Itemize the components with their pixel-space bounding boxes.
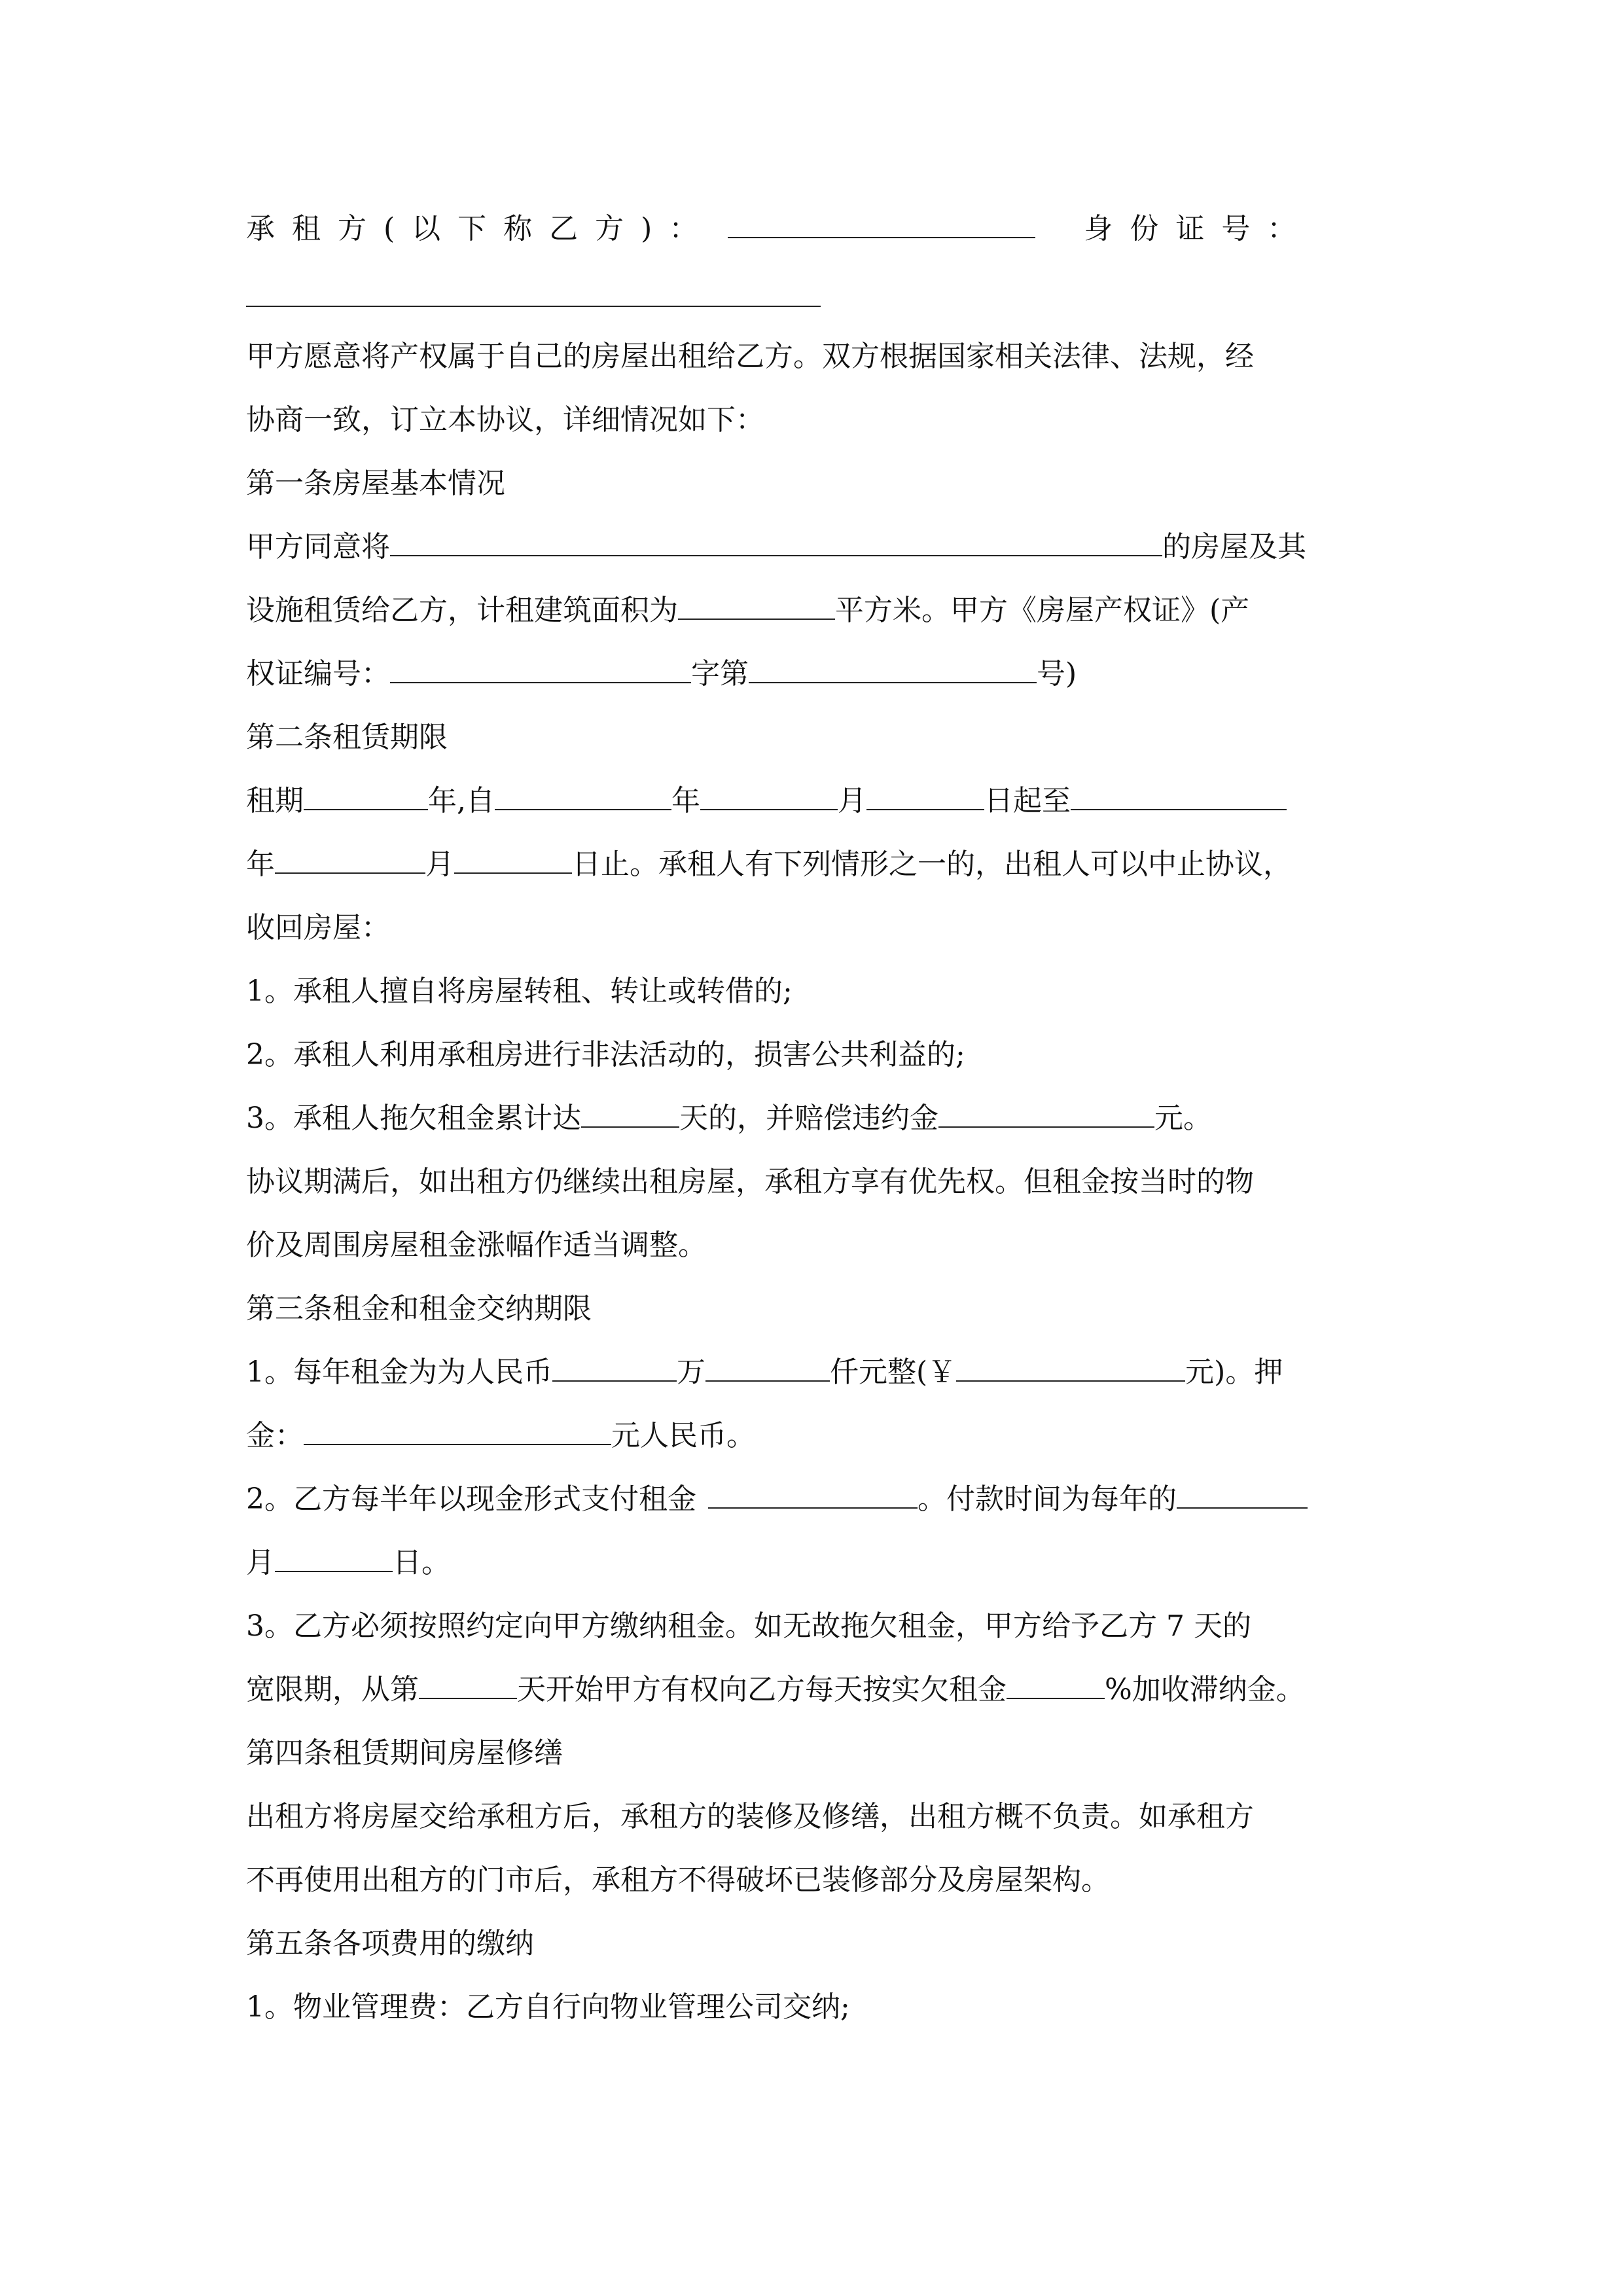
art3-1-f: 元人民币。 xyxy=(611,1419,755,1452)
art3-2-a: 2。乙方每半年以现金形式支付租金 xyxy=(246,1482,696,1516)
art3-2-c: 月 xyxy=(246,1546,275,1579)
end-month-blank[interactable] xyxy=(275,834,425,874)
rent-amount-blank[interactable] xyxy=(956,1342,1185,1382)
art2-text-e: 日起至 xyxy=(984,784,1071,817)
art2-text-h: 日止。承租人有下列情形之一的，出租人可以中止协议， xyxy=(572,848,1292,881)
art1-text-c: 设施租赁给乙方，计租建筑面积为 xyxy=(246,594,678,627)
art1-text-e: 权证编号： xyxy=(246,657,390,691)
art2-text-f: 年 xyxy=(246,848,275,881)
article-5-title: 第五条各项费用的缴纳 xyxy=(246,1927,534,1960)
certificate-no-blank[interactable] xyxy=(390,644,691,683)
tenant-label: 承租方(以下称乙方)： xyxy=(246,212,715,245)
art3-3-b: 宽限期，从第 xyxy=(246,1673,419,1706)
penalty-blank[interactable] xyxy=(938,1088,1154,1128)
article-1-line-2 xyxy=(246,579,1249,642)
start-year-blank[interactable] xyxy=(495,771,671,810)
article-2-item-2: 2。承租人利用承租房进行非法活动的，损害公共利益的; xyxy=(246,1038,965,1071)
late-start-day-blank[interactable] xyxy=(419,1660,517,1699)
intro-line-2: 协商一致，订立本协议，详细情况如下： xyxy=(246,403,764,437)
article-3-item-2-line-2 xyxy=(246,1531,450,1594)
art2-text-d: 月 xyxy=(838,784,866,817)
article-2-item-3 xyxy=(246,1086,1212,1150)
art1-text-d: 平方米。甲方《房屋产权证》(产 xyxy=(835,594,1250,627)
rent-qian-blank[interactable] xyxy=(705,1342,830,1382)
article-4-para-2: 不再使用出租方的门市后，承租方不得破坏已装修部分及房屋架构。 xyxy=(246,1863,1110,1897)
overdue-days-blank[interactable] xyxy=(581,1088,679,1128)
art2-text-c: 年 xyxy=(671,784,700,817)
art1-text-a: 甲方同意将 xyxy=(246,530,390,564)
article-3-item-3-line-1: 3。乙方必须按照约定向甲方缴纳租金。如无故拖欠租金，甲方给予乙方 7 天的 xyxy=(246,1609,1251,1643)
deposit-blank[interactable] xyxy=(304,1406,611,1445)
start-day-blank[interactable] xyxy=(866,771,984,810)
article-2-line-2 xyxy=(246,833,1292,896)
pay-month-blank[interactable] xyxy=(1177,1469,1308,1509)
article-2-para-1: 协议期满后，如出租方仍继续出租房屋，承租方享有优先权。但租金按当时的物 xyxy=(246,1165,1254,1198)
start-month-blank[interactable] xyxy=(700,771,838,810)
art1-text-b: 的房屋及其 xyxy=(1162,530,1306,564)
article-1-line-1 xyxy=(246,515,1306,579)
term-years-blank[interactable] xyxy=(304,771,428,810)
art3-1-a: 1。每年租金为为人民币 xyxy=(246,1355,552,1389)
art3-1-d: 元)。押 xyxy=(1185,1355,1283,1389)
art3-3-d: %加收滞纳金。 xyxy=(1105,1673,1305,1706)
article-3-item-3-line-2 xyxy=(246,1658,1305,1721)
art3-1-b: 万 xyxy=(677,1355,705,1389)
art3-1-e: 金： xyxy=(246,1419,304,1452)
art1-text-f: 字第 xyxy=(691,657,749,691)
art3-3-c: 天开始甲方有权向乙方每天按实欠租金 xyxy=(517,1673,1007,1706)
article-1-line-3 xyxy=(246,642,1077,706)
intro-line-1: 甲方愿意将产权属于自己的房屋出租给乙方。双方根据国家相关法律、法规，经 xyxy=(246,340,1254,373)
article-3-item-2-line-1 xyxy=(246,1467,1308,1531)
article-5-item-1: 1。物业管理费：乙方自行向物业管理公司交纳; xyxy=(246,1990,850,2024)
half-year-rent-blank[interactable] xyxy=(708,1469,918,1509)
property-address-blank[interactable] xyxy=(390,517,1162,556)
area-blank[interactable] xyxy=(678,581,835,620)
id-number-label: 身份证号： xyxy=(1084,212,1313,245)
art1-text-g: 号) xyxy=(1037,657,1077,691)
end-year-blank[interactable] xyxy=(1071,771,1287,810)
late-fee-rate-blank[interactable] xyxy=(1007,1660,1105,1699)
article-4-title: 第四条租赁期间房屋修缮 xyxy=(246,1736,563,1770)
art2-text-b: 年,自 xyxy=(428,784,495,817)
article-2-item-1: 1。承租人擅自将房屋转租、转让或转借的; xyxy=(246,975,793,1008)
article-3-title: 第三条租金和租金交纳期限 xyxy=(246,1292,592,1325)
article-2-line-1 xyxy=(246,769,1287,833)
end-day-blank[interactable] xyxy=(454,834,572,874)
art2-item3-c: 元。 xyxy=(1154,1102,1212,1135)
art2-text-g: 月 xyxy=(425,848,454,881)
article-2-title: 第二条租赁期限 xyxy=(246,721,448,754)
article-3-item-1-line-1 xyxy=(246,1340,1283,1404)
art2-text-a: 租期 xyxy=(246,784,304,817)
tenant-line xyxy=(246,197,1313,260)
rent-wan-blank[interactable] xyxy=(552,1342,677,1382)
article-2-line-3: 收回房屋： xyxy=(246,911,390,944)
article-1-title: 第一条房屋基本情况 xyxy=(246,467,505,500)
article-3-item-1-line-2 xyxy=(246,1404,755,1467)
art2-item3-b: 天的，并赔偿违约金 xyxy=(679,1102,938,1135)
art2-item3-a: 3。承租人拖欠租金累计达 xyxy=(246,1102,581,1135)
tenant-name-blank[interactable] xyxy=(728,199,1035,238)
certificate-seq-blank[interactable] xyxy=(749,644,1037,683)
art3-2-b: 。付款时间为每年的 xyxy=(918,1482,1177,1516)
art3-1-c: 仟元整(￥ xyxy=(830,1355,957,1389)
id-number-blank[interactable] xyxy=(246,306,821,307)
art3-2-d: 日。 xyxy=(393,1546,450,1579)
article-4-para-1: 出租方将房屋交给承租方后，承租方的装修及修缮，出租方概不负责。如承租方 xyxy=(246,1800,1254,1833)
pay-day-blank[interactable] xyxy=(275,1533,393,1572)
article-2-para-2: 价及周围房屋租金涨幅作适当调整。 xyxy=(246,1229,707,1262)
